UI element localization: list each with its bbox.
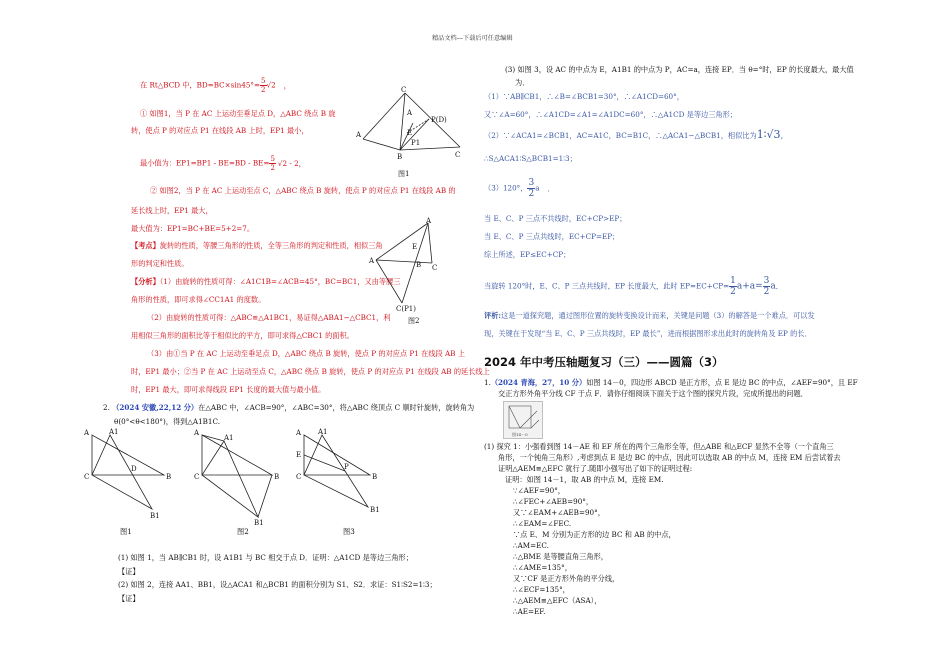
proof-line: ∴△BME 是等腰直角三角形，: [513, 552, 608, 561]
vertex-label: B1: [370, 506, 380, 514]
text-line: [131, 241, 383, 251]
text-line: [484, 311, 815, 321]
triangle-A1B1C: [202, 441, 258, 517]
vertex-label: A: [426, 217, 432, 225]
proof-tag: 【证】: [118, 567, 140, 576]
text-line: 时，EP1 最小；②当 P 在 AC 上运动至点 C，△ABC 绕点 B 旋转，使点 P 的对应点 P1 在线段 AB 的延长线上: [131, 367, 490, 376]
text-line: θ(0°<θ<180°)，得到△A1B1C.: [114, 417, 221, 426]
vertex-label: B: [416, 261, 422, 269]
text-line: (2) 如图 2，连接 AA1、BB1，设△ACA1 和△BCB1 的面积分别为 S1、S2．求证：S1∶S2=1∶3；: [118, 580, 437, 589]
vertex-label: C(P1): [396, 305, 416, 313]
vertex-label: C: [194, 473, 200, 481]
proof-tag: 【证】: [118, 594, 140, 603]
figure-caption: 图14－0: [512, 432, 528, 437]
vertex-label: A: [84, 429, 90, 437]
triangle-ABC: [304, 435, 370, 475]
segment: [376, 223, 428, 260]
proof-line: ∵∠AEF=90°，: [513, 486, 565, 495]
vertex-label: C: [432, 264, 438, 272]
proof-line: ∵点 E、M 分别为正方形的边 BC 和 AB 的中点，: [513, 530, 676, 539]
numerator: 5: [261, 77, 266, 85]
segment-EP: [304, 455, 345, 471]
vertex-label: A: [194, 429, 200, 437]
denominator: 2: [730, 287, 736, 297]
triangle-ABC: [202, 435, 272, 475]
text-line: 用相似三角形的面积比等于相似比的平方，即可求得△CBC1 的面积。: [131, 331, 354, 340]
text-line: （1）∵AB∥CB1，∴∠B=∠BCB1=30°，∴∠A1CD=60°，: [484, 92, 684, 101]
vertex-label: E: [407, 129, 413, 137]
proof-line: 证明：如图 14－1，取 AB 的中点 M，连接 EM.: [505, 475, 664, 484]
text-line: 综上所述，EP≤EC+CP；: [484, 250, 571, 259]
text-span: （2）∵∠ACA1=∠BCB1，AC=A1C，BC=B1C，∴△ACA1∽△BCB1，相似比为: [484, 131, 757, 140]
segment: [376, 260, 432, 263]
vertex-label: P1: [411, 139, 421, 147]
text-span: ．: [547, 183, 555, 193]
figure-caption: 图1: [398, 170, 410, 178]
page-header: 精品文档---下载后可任意编辑: [432, 35, 513, 42]
question-number: 1.: [484, 378, 491, 387]
question-number: 2.: [103, 403, 110, 412]
text-line: [484, 276, 783, 297]
tag-label: 【分析】: [131, 277, 160, 286]
vertex-label: D: [131, 465, 137, 473]
proof-line: ∴∠EAM=∠FEC.: [513, 519, 572, 528]
text-span: ，: [283, 80, 291, 90]
text-line: [140, 77, 291, 94]
proof-line: ∴△AEM≌△EFC（ASA），: [513, 596, 602, 605]
text-line: (3) 如图 3，设 AC 的中点为 E，A1B1 的中点为 P，AC=a，连接 EP．当 θ=°时，EP 的长度最大，最大值: [505, 65, 854, 74]
segment: [363, 139, 400, 150]
text-span: （3）120°，: [484, 183, 528, 193]
section-title: 2024 年中考压轴题复习（三）——圆篇（3）: [484, 355, 724, 369]
text-span: 在 Rt△BCD 中，BD=BC×sin45°=: [140, 80, 261, 90]
vertex-label: C: [296, 473, 302, 481]
text-line: (1) 如图 1，当 AB∥CB1 时，设 A1B1 与 BC 相交于点 D．证明：△A1CD 是等边三角形；: [118, 553, 413, 562]
text-span: 这是一道探究题，通过图形位置的旋转变换设计而来，关键是问题（3）的解答是一个难点．可以发: [501, 311, 815, 320]
vertex-label: E: [412, 243, 418, 251]
text-span: 最小值为：EP1=BP1 - BE=BD - BE=: [140, 158, 270, 168]
text-line: 当 E、C、P 三点共线时，EC+CP=EP；: [484, 232, 620, 241]
fraction: [729, 276, 737, 297]
vertex-label: C: [401, 86, 407, 94]
vertex-label: B: [274, 473, 280, 481]
segment: [402, 223, 428, 303]
text-line: 延长线上时，EP1 最大，: [131, 206, 213, 215]
denominator: 2: [763, 287, 770, 297]
numerator: 3: [763, 276, 770, 286]
segment-BB1: [258, 475, 272, 517]
text-line: 最大值为：EP1=BC+BE=5+2=7。: [131, 224, 255, 233]
tag-label: 评析:: [484, 311, 502, 320]
vertex-label: B: [397, 153, 403, 161]
numerator: 3: [528, 178, 535, 188]
vertex-label: A1: [224, 434, 234, 442]
text-span: 1∶√3: [756, 128, 781, 141]
figure-caption: 图2: [408, 317, 420, 325]
segment: [428, 223, 432, 263]
question-2-figures: [82, 427, 392, 527]
segment: [376, 260, 402, 303]
text-line: (1) 探究 1：小强看到图 14－AE 和 EF 所在的两个三角形全等，但△ABE 和△ECF 显然不全等（一个直角三: [484, 442, 834, 451]
proof-line: ∴∠FEC+∠AEB=90°，: [513, 497, 594, 506]
vertex-label: A1: [109, 428, 119, 436]
text-line: [131, 277, 400, 287]
text-line: 现，关键在于发现“当 E、C、P 三点共线时，EP 最长”，进而根据图形求出此时的旋转角及 EP 的长．: [484, 329, 812, 338]
triangle-ABC: [92, 435, 164, 475]
text-line: ∴S△ACA1∶S△BCB1=1∶3；: [484, 154, 577, 163]
vertex-label: A: [369, 257, 375, 265]
vertex-label: A: [407, 109, 413, 117]
text-line: 为．: [515, 78, 530, 87]
question-1-stem: [484, 378, 858, 388]
text-line: [140, 155, 306, 172]
segment-AA1: [202, 435, 224, 441]
question-source: （2024 安徽,22,12 分）: [112, 403, 199, 412]
numerator: 5: [270, 155, 275, 163]
text-line: 转，使点 P 的对应点 P1 在线段 AB 上时，EP1 最小，: [131, 126, 309, 135]
text-line: 时，EP1 最大，即可求得线段 EP1 长度的最大值与最小值。: [131, 385, 326, 394]
vertex-label: A: [296, 429, 302, 437]
vertex-label: B: [372, 473, 378, 481]
text-line: [484, 128, 788, 141]
proof-line: ∴∠AME=135°，: [513, 563, 572, 572]
vertex-label: C: [455, 151, 461, 159]
text-span: ．: [775, 281, 783, 291]
text-span: 旋转的性质，等腰三角形的性质，全等三角形的判定和性质，相似三角: [159, 241, 383, 250]
segment: [363, 93, 405, 139]
geometry-figure-2: [368, 215, 438, 327]
vertex-label: A1: [318, 428, 328, 436]
text-line: 当 E、C、P 三点不共线时，EC+CP>EP；: [484, 214, 627, 223]
figure-caption: 图2: [237, 527, 249, 536]
text-span: 当旋转 120°时，E、C、P 三点共线时，EP 长度最大，此时 EP=EC+CP=: [484, 281, 730, 291]
proof-line: ∴∠ECF=135°，: [513, 585, 570, 594]
text-line: [484, 178, 555, 199]
geometry-figure-1: [355, 85, 470, 180]
denominator: 2: [270, 164, 275, 172]
text-line: 证明△AEM≌△EFC 就行了.随即小强写出了如下的证明过程:: [498, 464, 693, 473]
denominator: 2: [261, 86, 266, 94]
text-line: 交正方形外角平分线 CF 于点 F．请你仔细阅读下面关于这个图的探究片段，完成所提出的问题．: [498, 389, 808, 398]
text-line: 形的判定和性质。: [131, 259, 189, 268]
segment: [400, 147, 460, 150]
figure-caption: 图3: [343, 527, 355, 536]
text-span: 如图 14－0，四边形 ABCD 是正方形，点 E 是边 BC 的中点，∠AEF=90°，且 EF: [586, 378, 858, 387]
text-line: 角形，一个钝角三角形）,考虑到点 E 是边 BC 的中点，因此可以选取 AB 的中点 M，连接 EM 后尝试着去: [498, 453, 841, 462]
proof-line: ∴AM=EC.: [513, 541, 549, 550]
text-span: ，: [780, 131, 788, 140]
text-line: ② 如图2，当 P 在 AC 上运动至点 C，△ABC 绕点 B 旋转，使点 P 的对应点 P1 在线段 AB 的: [150, 186, 456, 195]
vertex-label: B: [166, 473, 172, 481]
square-figure: [503, 401, 543, 439]
proof-line: 又∵CF 是正方形外角的平分线，: [513, 574, 620, 583]
proof-line: ∴AE=EF.: [513, 607, 546, 616]
text-span: √2: [266, 80, 276, 90]
text-span: a+a=: [736, 281, 763, 292]
text-span: a: [535, 183, 540, 193]
fraction: [269, 155, 275, 172]
question-source: （2024 青海，27，10 分）: [490, 378, 587, 387]
vertex-label: P: [344, 463, 349, 471]
vertex-label: E: [296, 451, 302, 459]
text-line: （2）由旋转的性质可得：△ABC≌△A1BC1，易证得△ABA1∽△CBC1，利: [147, 313, 391, 322]
vertex-label: A: [356, 131, 362, 139]
vertex-label: C: [84, 473, 90, 481]
vertex-label: P(D): [431, 116, 447, 124]
triangle-A1B1C: [92, 435, 152, 509]
numerator: 1: [730, 276, 736, 286]
question-2-stem: [103, 403, 474, 413]
text-span: a: [770, 281, 776, 292]
triangle-A1B1C: [304, 435, 368, 507]
tag-label: 【考点】: [131, 241, 160, 250]
text-span: √2 - 2，: [277, 158, 306, 168]
text-span: 在△ABC 中，∠ACB=90°，∠ABC=30°，将△ABC 绕顶点 C 顺时针旋转，旋转角为: [198, 403, 475, 412]
denominator: 2: [528, 189, 535, 199]
text-line: （3）由①当 P 在 AC 上运动至垂足点 D，△ABC 绕点 B 旋转，使点 P 的对应点 P1 在线段 AB 上: [147, 349, 465, 358]
text-line: ① 如图1，当 P 在 AC 上运动至垂足点 D，△ABC 绕点 B 旋: [140, 109, 336, 118]
proof-line: 又∵∠EAM+∠AEB=90°，: [513, 508, 605, 517]
vertex-label: B1: [254, 519, 264, 527]
vertex-label: B1: [150, 512, 160, 520]
text-span: （1）由旋转的性质可得：∠A1C1B=∠ACB=45°，BC=BC1，又由等腰三: [159, 277, 401, 286]
text-line: 角形的性质，即可求得∠CC1A1 的度数。: [131, 295, 266, 304]
figure-caption: 图1: [120, 527, 132, 536]
text-line: 又∵∠A=60°，∴∠A1CD=∠A1=∠A1DC=60°，∴△A1CD 是等边三角形；: [484, 110, 737, 119]
